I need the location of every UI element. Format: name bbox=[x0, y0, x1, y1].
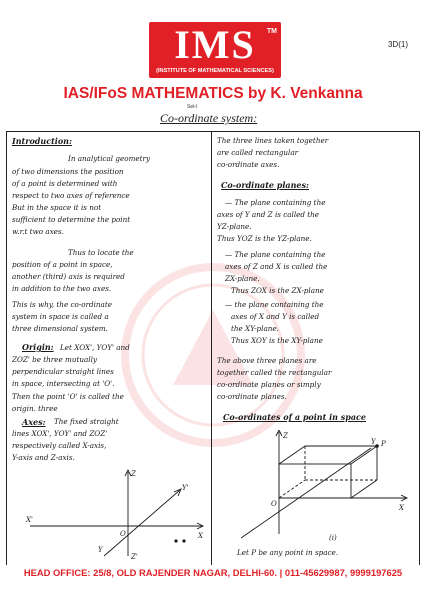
coordinate-planes-heading: Co-ordinate planes: bbox=[221, 180, 309, 190]
note-line: The three lines taken together bbox=[217, 136, 329, 145]
note-line: co-ordinate axes. bbox=[217, 160, 280, 169]
box-diagram bbox=[221, 430, 411, 548]
note-line: respect to two axes of reference bbox=[12, 191, 130, 200]
origin-heading: Origin: bbox=[22, 342, 54, 352]
note-line: of a point is determined with bbox=[12, 179, 118, 188]
note-line: Thus to locate the bbox=[68, 248, 134, 257]
note-line: lines XOX', YOY' and ZOZ' bbox=[12, 429, 108, 438]
fig-label-i: (i) bbox=[329, 534, 337, 542]
fig-label-origin: O bbox=[271, 500, 277, 508]
logo-subtitle: (INSTITUTE OF MATHEMATICAL SCIENCES) bbox=[156, 68, 274, 74]
note-line: together called the rectangular bbox=[217, 368, 332, 377]
note-line: YZ-plane. bbox=[217, 222, 252, 231]
fig-label-x: X bbox=[399, 504, 404, 512]
axis-label-x-prime: X' bbox=[26, 516, 33, 524]
footer-contact: HEAD OFFICE: 25/8, OLD RAJENDER NAGAR, DELHI-60. | 011-45629987, 9999197625 bbox=[23, 567, 403, 578]
topic-heading: Co-ordinate system: bbox=[160, 111, 258, 125]
note-line: system in space is called a bbox=[12, 312, 109, 321]
note-line: respectively called X-axis, bbox=[12, 441, 107, 450]
note-line: Then the point 'O' is called the bbox=[12, 392, 124, 401]
note-line: in space, intersecting at 'O'. bbox=[12, 379, 115, 388]
note-line: position of a point in space, bbox=[12, 260, 113, 269]
note-line: origin. three bbox=[12, 404, 58, 413]
note-line: ZX-plane. bbox=[225, 274, 260, 283]
sheet-top-rule bbox=[6, 131, 420, 132]
note-line: Let XOX', YOY' and bbox=[60, 343, 130, 352]
logo-trademark: TM bbox=[266, 28, 277, 35]
sheet-left-margin bbox=[6, 131, 7, 565]
note-line: three dimensional system. bbox=[12, 324, 108, 333]
axis-label-y: Y bbox=[98, 546, 103, 554]
note-line: are called rectangular bbox=[217, 148, 299, 157]
note-line: — the plane containing the bbox=[225, 300, 324, 309]
note-line: axes of Z and X is called the bbox=[225, 262, 328, 271]
sheet-right-margin bbox=[419, 131, 420, 565]
figure-caption: Let P be any point in space. bbox=[237, 548, 339, 557]
note-line: Y-axis and Z-axis. bbox=[12, 453, 75, 462]
ims-logo bbox=[149, 22, 281, 78]
coordinates-of-point-heading: Co-ordinates of a point in space bbox=[223, 412, 366, 422]
note-line: in addition to the two axes. bbox=[12, 284, 112, 293]
note-line: co-ordinate planes or simply bbox=[217, 380, 321, 389]
axis-label-z-prime: Z' bbox=[131, 553, 138, 561]
note-line: perpendicular straight lines bbox=[12, 367, 114, 376]
axes-heading: Axes: bbox=[22, 417, 46, 427]
note-line: — The plane containing the bbox=[225, 198, 326, 207]
page-code: 3D(1) bbox=[387, 40, 408, 49]
note-line: The fixed straight bbox=[54, 417, 119, 426]
note-line: This is why, the co-ordinate bbox=[12, 300, 112, 309]
note-line: the XY-plane. bbox=[231, 324, 279, 333]
note-line: of two dimensions the position bbox=[12, 167, 124, 176]
fig-label-y: Y bbox=[371, 438, 376, 446]
note-line: w.r.t two axes. bbox=[12, 227, 64, 236]
note-line: another (third) axis is required bbox=[12, 272, 125, 281]
note-line: The above three planes are bbox=[217, 356, 317, 365]
note-line: Thus XOY is the XY-plane bbox=[231, 336, 323, 345]
topic-set-label: Set-I bbox=[187, 104, 198, 110]
watermark-logo bbox=[113, 255, 313, 455]
logo-text: IMS bbox=[174, 22, 256, 67]
note-line: Thus YOZ is the YZ-plane. bbox=[217, 234, 312, 243]
axis-label-x: X bbox=[198, 532, 203, 540]
note-line: sufficient to determine the point bbox=[12, 215, 131, 224]
note-line: Thus ZOX is the ZX-plane bbox=[231, 286, 324, 295]
note-line: But in the space it is not bbox=[12, 203, 102, 212]
note-line: In analytical geometry bbox=[68, 154, 151, 163]
column-divider bbox=[211, 131, 212, 565]
fig-label-z: Z bbox=[283, 432, 288, 440]
note-line: axes of X and Y is called bbox=[231, 312, 320, 321]
axis-label-origin: O bbox=[120, 530, 126, 538]
axis-label-y-prime: Y' bbox=[182, 484, 189, 492]
note-line: co-ordinate planes. bbox=[217, 392, 287, 401]
note-line: ZOZ' be three mutually bbox=[12, 355, 97, 364]
header-title: IAS/IFoS MATHEMATICS by K. Venkanna bbox=[63, 85, 363, 102]
fig-label-p: P bbox=[381, 440, 386, 448]
note-line: axes of Y and Z is called the bbox=[217, 210, 320, 219]
axes-diagram bbox=[24, 466, 208, 562]
axis-label-z: Z bbox=[131, 470, 136, 478]
intro-heading: Introduction: bbox=[12, 136, 72, 146]
note-line: — The plane containing the bbox=[225, 250, 326, 259]
